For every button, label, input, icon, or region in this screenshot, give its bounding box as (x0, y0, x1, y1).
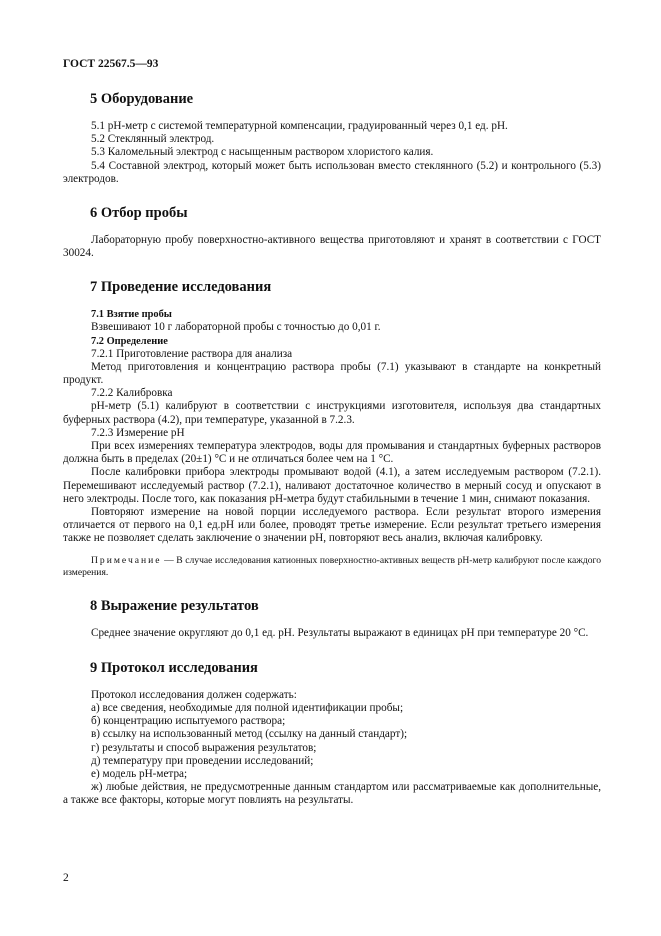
item-5-3: 5.3 Каломельный электрод с насыщенным раствором хлористого калия. (91, 146, 434, 159)
page-number: 2 (63, 872, 69, 884)
list-item-zh: ж) любые действия, не предусмотренные данным стандартом или рассматриваемые как дополнительные, а также все факторы, которые могут повлиять на результаты. (63, 781, 601, 807)
subsection-7-2-3-para-1: При всех измерениях температура электродов, воды для промывания и стандартных буферных растворов должна быть в пределах (20±1) °С и не отличаться более чем на 1 °С. (63, 440, 601, 466)
subsection-7-2-1-text: Метод приготовления и концентрацию раствора пробы (7.1) указывают в стандарте на конкретный продукт. (63, 360, 601, 387)
section-7-title: 7 Проведение исследования (90, 279, 272, 296)
section-9-title: 9 Протокол исследования (90, 659, 258, 676)
item-5-1: 5.1 рН-метр с системой температурной компенсации, градуированный через 0,1 ед. рН. (91, 120, 508, 132)
document-header: ГОСТ 22567.5—93 (63, 58, 159, 70)
section-9-intro: Протокол исследования должен содержать: (91, 688, 297, 701)
list-item-b: б) концентрацию испытуемого раствора; (91, 715, 286, 728)
subsection-7-1-text: Взвешивают 10 г лабораторной пробы с точностью до 0,01 г. (91, 321, 381, 334)
note (63, 555, 601, 580)
item-5-4: 5.4 Составной электрод, который может быть использован вместо стеклянного (5.2) и контрольного (5.3) электродов. (63, 159, 601, 185)
subsection-7-2-2-text: рН-метр (5.1) калибруют в соответствии с инструкциями изготовителя, используя два стандартных буферных раствора (4.2), при температуре, указанной в 7.2.3. (63, 400, 601, 426)
subsection-7-2-3-title: 7.2.3 Измерение рН (91, 426, 185, 439)
section-5-title: 5 Оборудование (90, 91, 194, 107)
subsection-7-1-title: 7.1 Взятие пробы (91, 309, 172, 321)
subsection-7-2-2-title: 7.2.2 Калибровка (91, 387, 173, 400)
list-item-d: д) температуру при проведении исследований; (91, 754, 314, 767)
item-5-2: 5.2 Стеклянный электрод. (91, 133, 215, 146)
list-item-g: г) результаты и способ выражения результатов; (91, 741, 317, 754)
list-item-a: а) все сведения, необходимые для полной идентификации пробы; (91, 701, 404, 714)
subsection-7-2-3-para-2: После калибровки прибора электроды промывают водой (4.1), а затем исследуемым раствором (7.2.1). Перемешивают исследуемый раствор (7.2.1), наливают достаточное количество в мерный сосуд и опускают в него электроды. После того, как показания рН-метра будут стабильными в течение 1 мин, снимают показания. (63, 466, 601, 505)
list-item-e: е) модель рН-метра; (91, 767, 188, 780)
subsection-7-2-3-para-3: Повторяют измерение на новой порции исследуемого раствора. Если результат второго измерения отличается от первого на 0,1 ед.рН или более, проводят третье измерение. Если результат третьего измерения также не позволяет сделать заключение о значении рН, повторяют весь анализ, включая калибровку. (63, 506, 601, 545)
note-label: Примечание (91, 554, 162, 566)
section-6-title: 6 Отбор пробы (90, 205, 188, 222)
list-item-v: в) ссылку на использованный метод (ссылку на данный стандарт); (91, 728, 408, 741)
subsection-7-2-1-title: 7.2.1 Приготовление раствора для анализа (91, 347, 293, 360)
section-6-text: Лабораторную пробу поверхностно-активного вещества приготовляют и хранят в соответствии с ГОСТ 30024. (63, 234, 601, 260)
section-8-text: Среднее значение округляют до 0,1 ед. рН. Результаты выражают в единицах рН при температуре 20 °С. (91, 627, 589, 640)
document-page (63, 58, 601, 808)
section-8-title: 8 Выражение результатов (90, 598, 259, 615)
subsection-7-2-title: 7.2 Определение (91, 335, 168, 347)
note-text: — В случае исследования катионных поверхностно-активных веществ рН-метр калибруют после каждого измерения. (63, 554, 601, 579)
